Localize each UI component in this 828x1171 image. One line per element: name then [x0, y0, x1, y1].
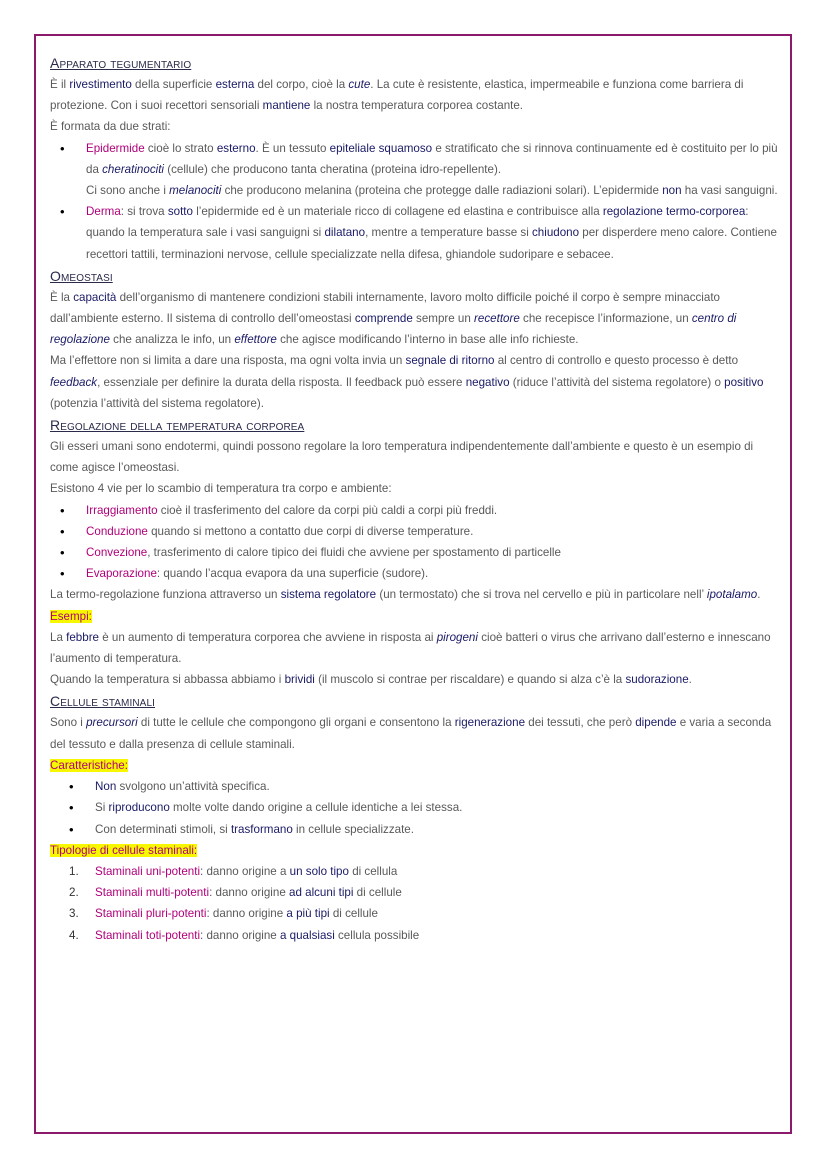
paragraph: È il rivestimento della superficie esterna del corpo, cioè la cute. La cute è resistente, elastica, impermeabile e funziona come barriera di protezione. Con i suoi recettori sensoriali mantiene la nostra temperatura corporea costante.: [50, 78, 744, 113]
paragraph: Gli esseri umani sono endotermi, quindi possono regolare la loro temperatura indipendentemente dall’ambiente e questo è un esempio di come agisce l’omeostasi.: [50, 440, 754, 475]
list-item: • Evaporazione: quando l’acqua evapora da una superficie (sudore).: [50, 563, 780, 584]
paragraph: Quando la temperatura si abbassa abbiamo i brividi (il muscolo si contrae per riscaldare) e quando si alza c’è la sudorazione.: [50, 673, 692, 687]
list-item: 1. Staminali uni-potenti: danno origine a un solo tipo di cellula: [69, 864, 398, 878]
heading-omeostasi: Omeostasi: [50, 267, 113, 284]
tipologie-list: [50, 861, 780, 946]
paragraph: La febbre è un aumento di temperatura corporea che avviene in risposta ai pirogeni cioè batteri o virus che arrivano dall’esterno e innescano l’aumento di temperatura.: [50, 630, 771, 666]
paragraph: Esistono 4 vie per lo scambio di temperatura tra corpo e ambiente:: [50, 482, 392, 496]
list-item: 2. Staminali multi-potenti: danno origine ad alcuni tipi di cellule: [69, 886, 402, 900]
vie-scambio-list: [50, 500, 780, 585]
tipologie-label: Tipologie di cellule staminali:: [50, 843, 198, 857]
list-item: • Conduzione quando si mettono a contatto due corpi di diverse temperature.: [50, 521, 780, 542]
heading-cellule-staminali: Cellule staminali: [50, 693, 155, 710]
caratteristiche-label: Caratteristiche:: [50, 758, 128, 772]
document-body: [50, 52, 780, 946]
strati-list: [50, 138, 780, 265]
list-item-derma: • Derma: si trova sotto l’epidermide ed è un materiale ricco di collagene ed elastina e contribuisce alla regolazione termo-corporea: quando la temperatura sale i vasi sanguigni si dilatano, mentre a temperature basse si chiudono per disperdere meno calore. Contiene recettori tattili, terminazioni nervose, cellule specializzate nella difesa, ghiandole sudoripare e sebacee.: [50, 201, 780, 265]
paragraph: Sono i precursori di tutte le cellule che compongono gli organi e consentono la rigenerazione dei tessuti, che però dipende e varia a seconda del tessuto e dalla presenza di cellule staminali.: [50, 716, 772, 751]
caratteristiche-list: [50, 776, 780, 840]
esempi-label: Esempi:: [50, 609, 92, 623]
list-item: • Irraggiamento cioè il trasferimento del calore da corpi più caldi a corpi più freddi.: [50, 500, 780, 521]
list-item-epidermide: • Epidermide cioè lo strato esterno. È un tessuto epiteliale squamoso e stratificato che si rinnova continuamente ed è costituito per lo più da cheratinociti (cellule) che producono tanta cheratina (proteina idro-repellente). Ci sono anche i melanociti che producono melanina (proteina che protegge dalle radiazioni solari). L’epidermide non ha vasi sanguigni.: [50, 138, 780, 202]
list-item: • Non svolgono un’attività specifica.: [50, 776, 780, 797]
heading-apparato-tegumentario: Apparato tegumentario: [50, 55, 192, 71]
list-item: 3. Staminali pluri-potenti: danno origine a più tipi di cellule: [69, 907, 378, 921]
heading-regolazione-temperatura: Regolazione della temperatura corporea: [50, 417, 305, 434]
paragraph: La termo-regolazione funziona attraverso un sistema regolatore (un termostato) che si trova nel cervello e più in particolare nell’ ipotalamo.: [50, 588, 761, 602]
list-item: 4. Staminali toti-potenti: danno origine a qualsiasi cellula possibile: [69, 928, 420, 942]
list-item: • Con determinati stimoli, si trasformano in cellule specializzate.: [50, 819, 780, 840]
paragraph: È formata da due strati:: [50, 120, 171, 134]
list-item: • Si riproducono molte volte dando origine a cellule identiche a lei stessa.: [50, 797, 780, 818]
list-item: • Convezione, trasferimento di calore tipico dei fluidi che avviene per spostamento di particelle: [50, 542, 780, 563]
paragraph: È la capacità dell’organismo di mantenere condizioni stabili internamente, lavoro molto difficile poiché il corpo è sempre minacciato dall’ambiente esterno. Il sistema di controllo dell’omeostasi comprende sempre un recettore che recepisce l’informazione, un centro di regolazione che analizza le info, un effettore che agisce modificando l’interno in base alle info richieste.: [50, 290, 737, 347]
paragraph: Ma l’effettore non si limita a dare una risposta, ma ogni volta invia un segnale di ritorno al centro di controllo e questo processo è detto feedback, essenziale per definire la durata della risposta. Il feedback può essere negativo (riduce l’attività del sistema regolatore) o positivo (potenzia l’attività del sistema regolatore).: [50, 354, 764, 410]
